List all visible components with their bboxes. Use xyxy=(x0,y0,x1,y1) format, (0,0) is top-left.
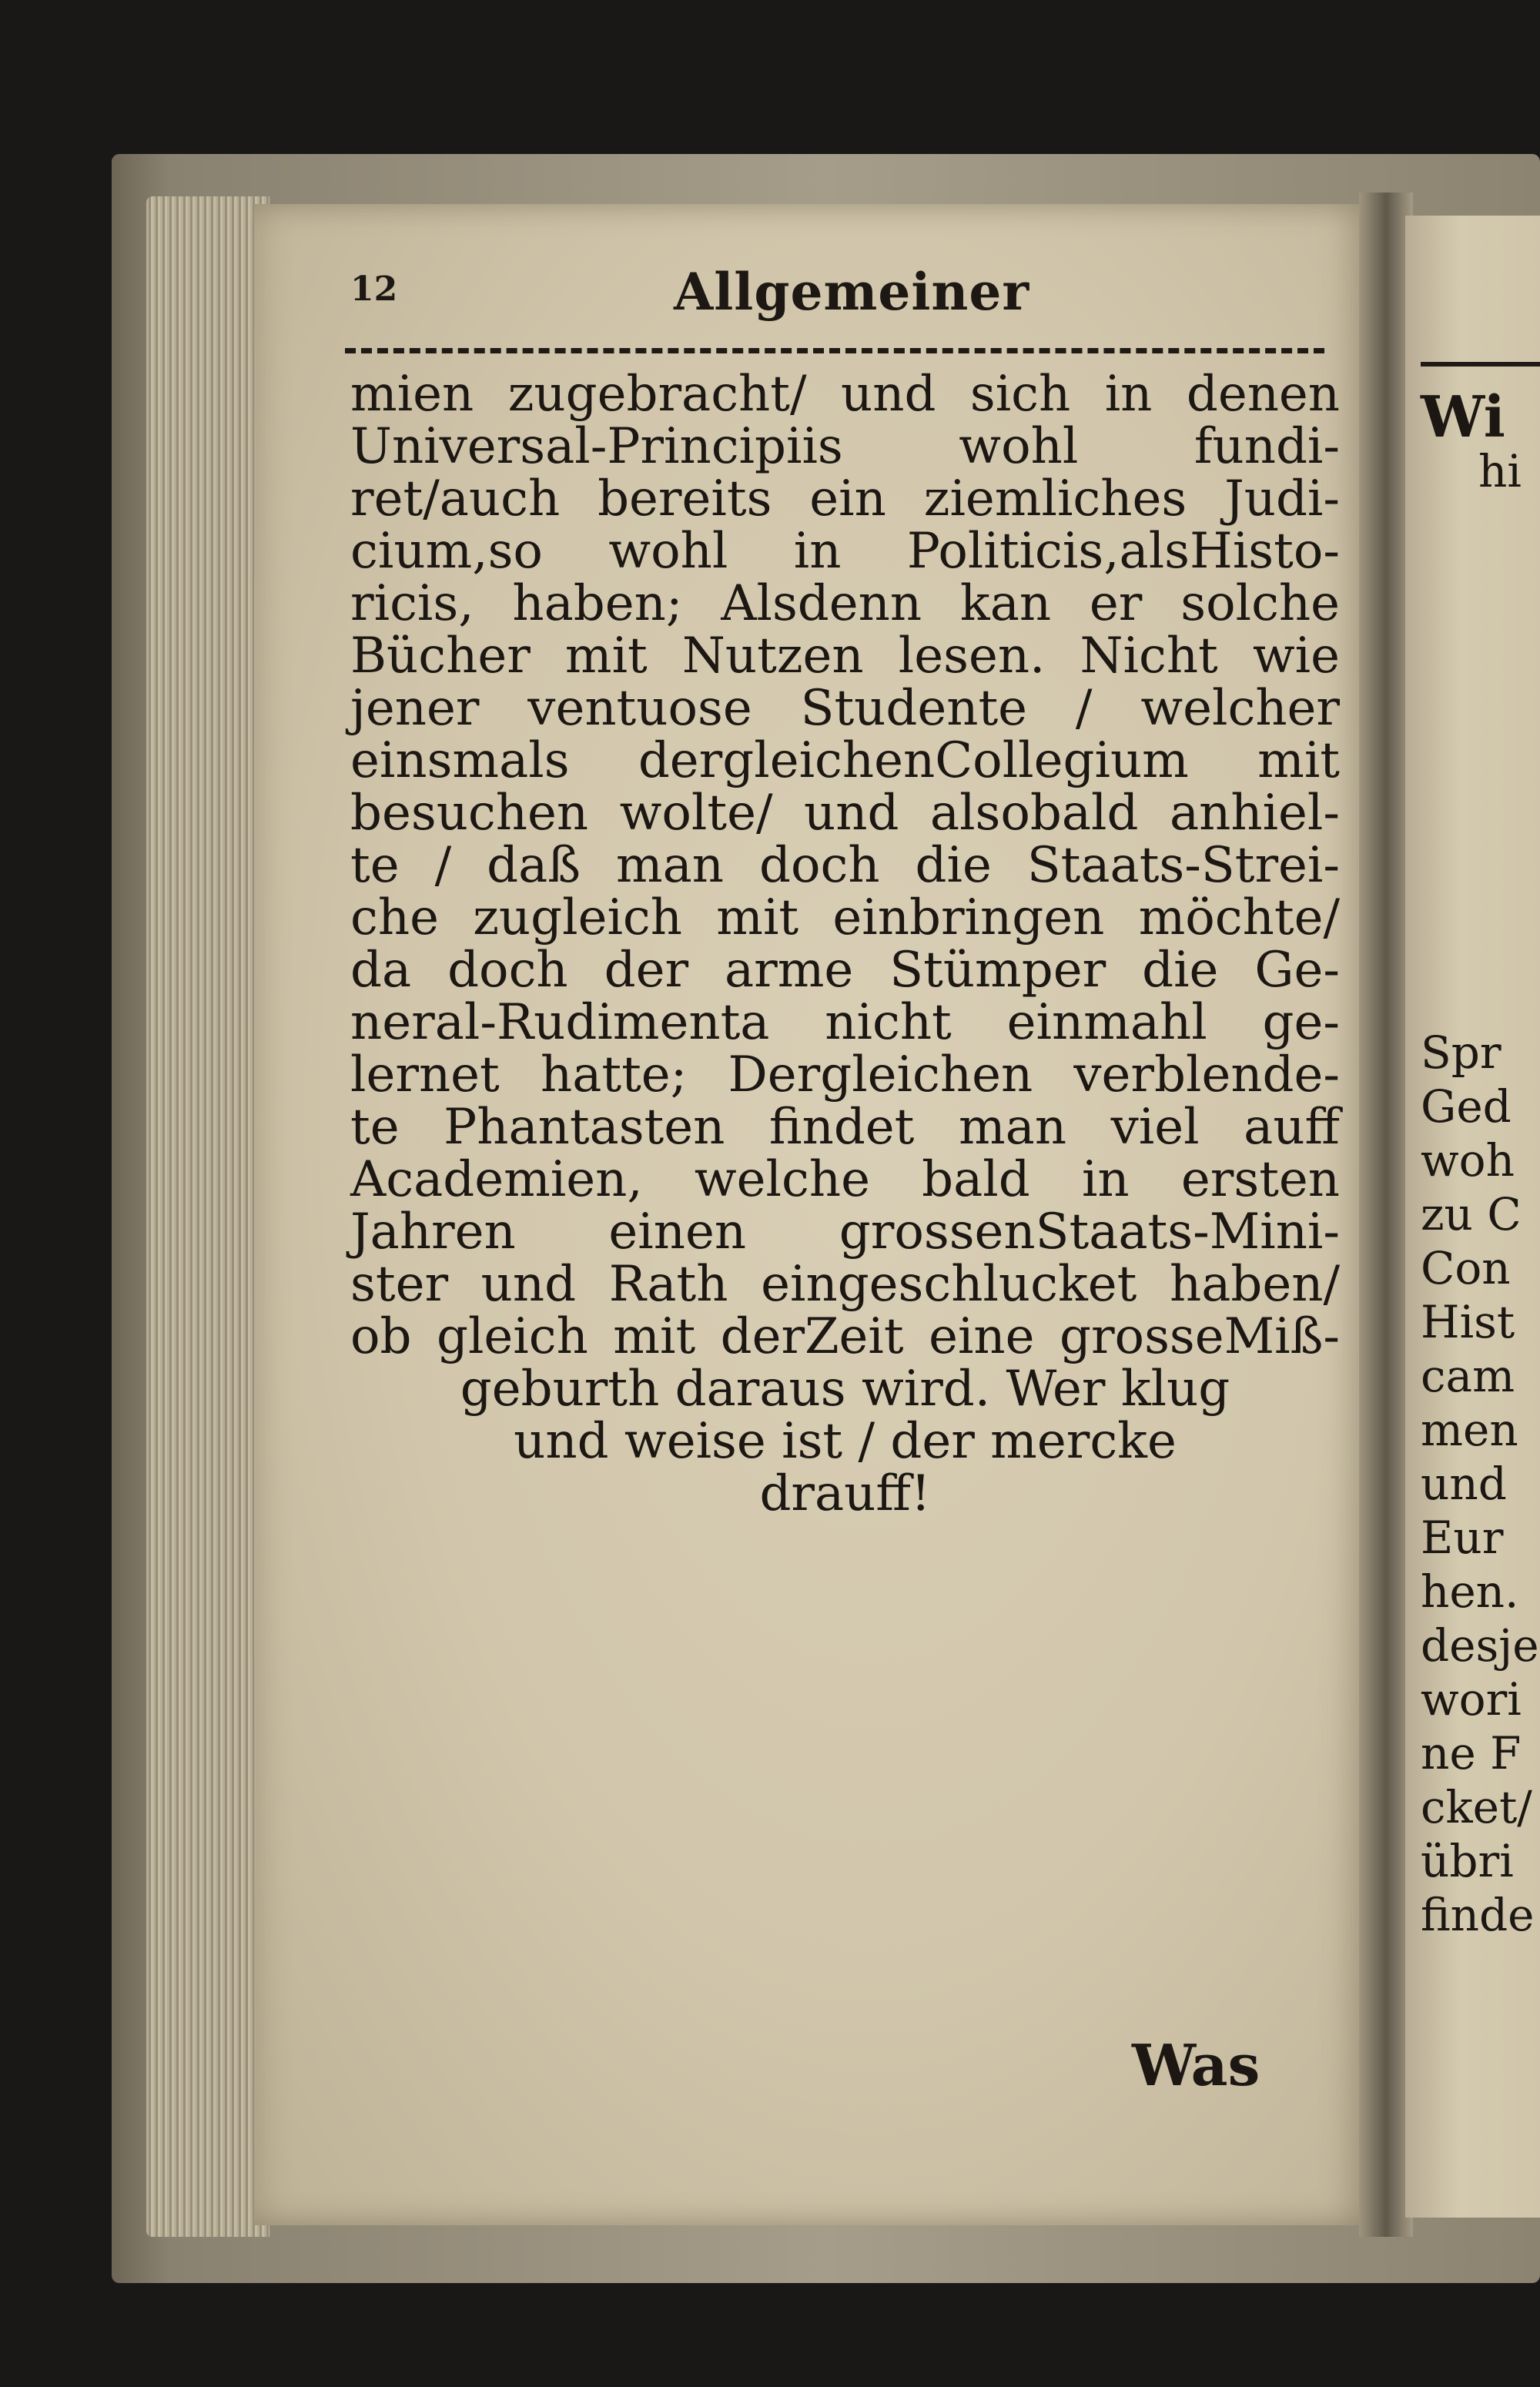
right-fragment: cam xyxy=(1421,1350,1515,1402)
body-text xyxy=(350,368,1340,1520)
right-fragment: und xyxy=(1421,1458,1507,1510)
text-line: ob gleich mit derZeit eine grosseMiß- xyxy=(350,1308,1340,1365)
page-header xyxy=(343,262,1328,331)
right-fragment: ne F xyxy=(1421,1727,1522,1779)
text-line: neral-Rudimenta nicht einmahl ge- xyxy=(350,994,1340,1051)
text-line: jener ventuose Studente / welcher xyxy=(350,680,1340,737)
right-fragment: hen. xyxy=(1421,1565,1519,1618)
text-line: da doch der arme Stümper die Ge- xyxy=(350,942,1340,999)
right-fragment: desje xyxy=(1421,1619,1539,1672)
text-line: Jahren einen grossenStaats-Mini- xyxy=(350,1204,1340,1260)
right-fragment: übri xyxy=(1421,1835,1514,1887)
text-line: che zugleich mit einbringen möchte/ xyxy=(350,889,1340,946)
text-line: einsmals dergleichenCollegium mit xyxy=(350,732,1340,789)
right-fragment: men xyxy=(1421,1404,1518,1456)
text-line: drauff! xyxy=(759,1465,931,1522)
text-line: lernet hatte; Dergleichen verblende- xyxy=(350,1046,1340,1103)
text-line: cium,so wohl in Politicis,alsHisto- xyxy=(350,523,1340,580)
right-page xyxy=(1405,216,1540,2218)
right-fragment: finde xyxy=(1421,1889,1535,1941)
right-fragment: Ged xyxy=(1421,1080,1512,1133)
text-line: Academien, welche bald in ersten xyxy=(350,1151,1340,1208)
text-line: te / daß man doch die Staats-Strei- xyxy=(350,837,1340,894)
page-edges xyxy=(146,196,270,2237)
text-line: ster und Rath eingeschlucket haben/ xyxy=(350,1256,1340,1313)
right-fragment: cket/ xyxy=(1421,1781,1532,1833)
catchword: Was xyxy=(1132,2033,1260,2099)
right-fragment: Eur xyxy=(1421,1512,1504,1564)
right-fragment: Con xyxy=(1421,1242,1511,1294)
text-line: besuchen wolte/ und alsobald anhiel- xyxy=(350,785,1340,842)
text-line: ricis, haben; Alsdenn kan er solche xyxy=(350,575,1340,632)
header-rule xyxy=(345,348,1324,353)
page-number: 12 xyxy=(350,270,398,309)
right-fragment: hi xyxy=(1478,445,1522,497)
text-line: ret/auch bereits ein ziemliches Judi- xyxy=(350,470,1340,527)
right-fragment: zu C xyxy=(1421,1188,1522,1240)
right-fragment: Spr xyxy=(1421,1026,1502,1079)
right-fragment: wori xyxy=(1421,1673,1522,1726)
text-line: und weise ist / der mercke xyxy=(514,1413,1177,1470)
text-line: Universal-Principiis wohl fundi- xyxy=(350,418,1340,475)
right-page-rule xyxy=(1421,362,1540,367)
text-line: te Phantasten findet man viel auff xyxy=(350,1099,1340,1156)
right-fragment: Hist xyxy=(1421,1296,1515,1348)
text-line: geburth daraus wird. Wer klug xyxy=(460,1361,1230,1418)
text-line: mien zugebracht/ und sich in denen xyxy=(350,366,1340,423)
running-head: Allgemeiner xyxy=(674,262,1030,322)
right-fragment: woh xyxy=(1421,1134,1515,1187)
right-fragment: Wi xyxy=(1421,384,1505,450)
text-line: Bücher mit Nutzen lesen. Nicht wie xyxy=(350,628,1340,685)
